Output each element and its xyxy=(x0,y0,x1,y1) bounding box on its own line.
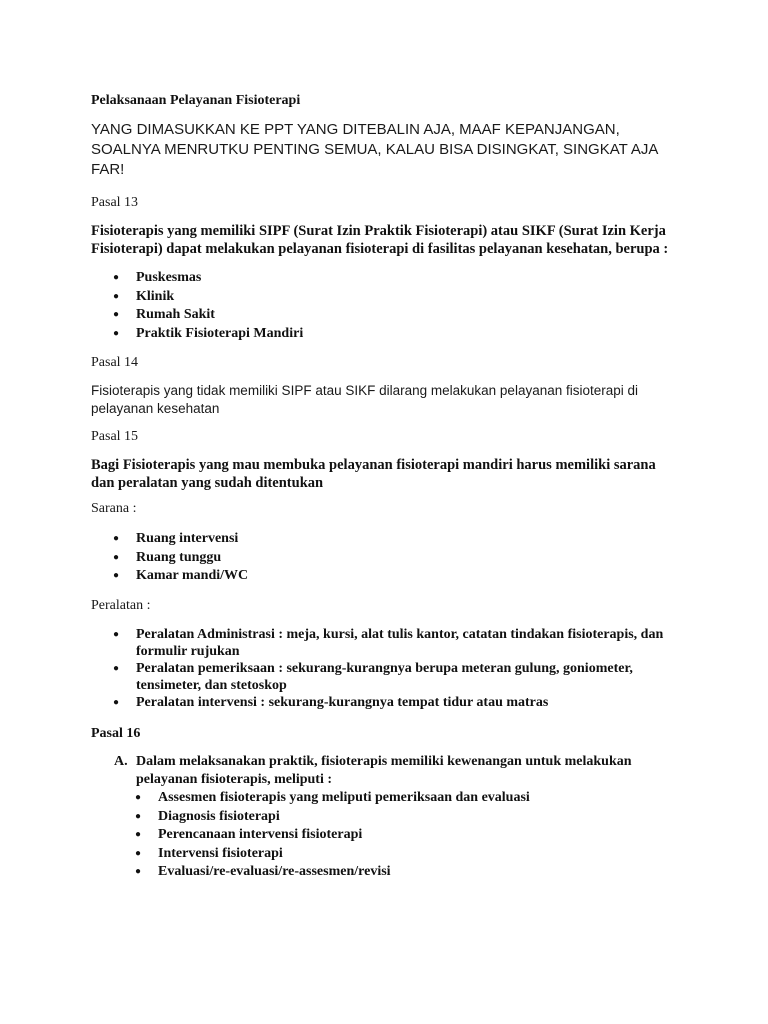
bullet-icon: ● xyxy=(113,290,120,302)
pasal-14-text: Fisioterapis yang tidak memiliki SIPF atau SIKF dilarang melakukan pelayanan fisioterapi di pelayanan kesehatan xyxy=(91,383,639,416)
bullet-icon: ● xyxy=(113,697,120,708)
editor-note: YANG DIMASUKKAN KE PPT YANG DITEBALIN AJA, MAAF KEPANJANGAN, SOALNYA MENRUTKU PENTING SEMUA, KALAU BISA DISINGKAT, SINGKAT AJA FAR! xyxy=(91,121,658,178)
list-item: ● Klinik xyxy=(136,288,696,307)
pasal-13-text: Fisioterapis yang memiliki SIPF (Surat Izin Praktik Fisioterapi) atau SIKF (Surat Izin Kerja Fisioterapi) dapat melakukan pelayanan fisioterapi di fasilitas pelayanan kesehatan, berupa : xyxy=(91,223,669,257)
list-item: ● Evaluasi/re-evaluasi/re-assesmen/revisi xyxy=(158,863,678,882)
pasal-14-heading: Pasal 14 xyxy=(91,355,139,370)
list-marker: A. xyxy=(114,754,128,769)
bullet-icon: ● xyxy=(135,810,142,822)
list-item: ● Diagnosis fisioterapi xyxy=(158,808,678,827)
bullet-icon: ● xyxy=(113,327,120,339)
bullet-icon: ● xyxy=(135,792,142,803)
list-item: ● Peralatan pemeriksaan : sekurang-kurangnya berupa meteran gulung, goniometer, tensimeter, dan stetoskop xyxy=(113,661,633,693)
list-item: ● Puskesmas xyxy=(136,269,696,288)
pasal-13-heading: Pasal 13 xyxy=(91,195,139,210)
sarana-label: Sarana : xyxy=(91,501,137,516)
pasal-15-heading: Pasal 15 xyxy=(91,429,139,444)
bullet-icon: ● xyxy=(135,829,142,840)
list-item: ● Intervensi fisioterapi xyxy=(158,845,678,864)
list-item: ● Peralatan Administrasi : meja, kursi, alat tulis kantor, catatan tindakan fisioterapis, dan formulir rujukan xyxy=(113,627,664,659)
list-item: ● Praktik Fisioterapi Mandiri xyxy=(136,325,696,344)
peralatan-list xyxy=(113,626,676,711)
list-item: ● Assesmen fisioterapis yang meliputi pemeriksaan dan evaluasi xyxy=(158,789,678,808)
bullet-icon: ● xyxy=(113,533,120,544)
list-item: ● Kamar mandi/WC xyxy=(136,567,696,586)
pasal-16-heading: Pasal 16 xyxy=(91,726,141,741)
pasal-15-text: Bagi Fisioterapis yang mau membuka pelayanan fisioterapi mandiri harus memiliki sarana dan peralatan yang sudah ditentukan xyxy=(91,457,656,491)
list-item: ● Ruang tunggu xyxy=(136,549,696,568)
list-item: ● Perencanaan intervensi fisioterapi xyxy=(158,826,678,845)
pasal-16-sublist xyxy=(135,789,678,882)
bullet-icon: ● xyxy=(113,272,120,283)
list-item: ● Rumah Sakit xyxy=(136,306,696,325)
bullet-icon: ● xyxy=(113,309,120,320)
bullet-icon: ● xyxy=(113,629,120,640)
pasal-16-list xyxy=(114,753,656,789)
list-item: ● Peralatan intervensi : sekurang-kurangnya tempat tidur atau matras xyxy=(113,695,549,710)
pasal-13-list xyxy=(113,269,696,343)
peralatan-label: Peralatan : xyxy=(91,598,151,613)
bullet-icon: ● xyxy=(135,847,142,859)
document-title: Pelaksanaan Pelayanan Fisioterapi xyxy=(91,93,301,108)
bullet-icon: ● xyxy=(135,866,142,877)
list-item: ● Ruang intervensi xyxy=(136,530,696,549)
sarana-list xyxy=(113,530,696,586)
list-item: A. Dalam melaksanakan praktik, fisioterapis memiliki kewenangan untuk melakukan pelayanan fisioterapis, meliputi : xyxy=(114,754,632,787)
bullet-icon: ● xyxy=(113,551,120,563)
bullet-icon: ● xyxy=(113,570,120,581)
bullet-icon: ● xyxy=(113,663,120,674)
